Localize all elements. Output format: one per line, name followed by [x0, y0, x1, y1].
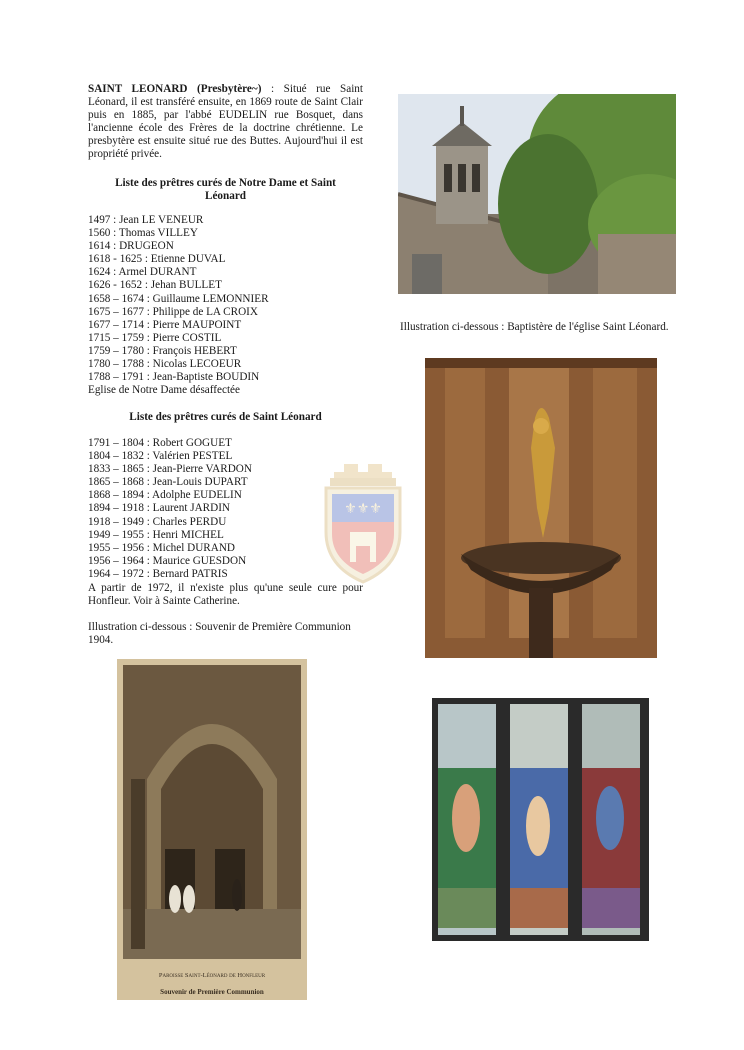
list-item: 1804 – 1832 : Valérien PESTEL — [88, 450, 233, 463]
list-item: 1791 – 1804 : Robert GOGUET — [88, 437, 232, 449]
list-item: 1788 – 1791 : Jean-Baptiste BOUDIN — [88, 371, 260, 384]
photo-church-tower — [398, 94, 676, 294]
list-item: 1833 – 1865 : Jean-Pierre VARDON — [88, 463, 252, 476]
list-item: 1624 : Armel DURANT — [88, 266, 197, 279]
list-item: 1918 – 1949 : Charles PERDU — [88, 515, 227, 528]
list-item: 1955 – 1956 : Michel DURAND — [88, 541, 235, 554]
list1-footer: Eglise de Notre Dame désaffectée — [88, 384, 240, 397]
list-item: 1868 – 1894 : Adolphe EUDELIN — [88, 489, 242, 502]
list-item: 1894 – 1918 : Laurent JARDIN — [88, 502, 231, 515]
list-item: 1780 – 1788 : Nicolas LECOEUR — [88, 358, 242, 371]
list-item: 1677 – 1714 : Pierre MAUPOINT — [88, 318, 242, 331]
list-item: 1956 – 1964 : Maurice GUESDON — [88, 554, 247, 567]
list-item: 1626 - 1652 : Jehan BULLET — [88, 279, 222, 292]
list-item: 1614 : DRUGEON — [88, 240, 174, 253]
list2-note: A partir de 1972, il n'existe plus qu'une seule cure pour Honfleur. Voir à Sainte Catherine. — [88, 582, 363, 608]
svg-text:⚜⚜⚜: ⚜⚜⚜ — [344, 501, 382, 517]
photo-baptistere — [425, 358, 657, 658]
list-item: 1964 – 1972 : Bernard PATRIS — [88, 567, 228, 580]
list-item: 1865 – 1868 : Jean-Louis DUPART — [88, 476, 248, 489]
intro-title: SAINT LEONARD (Presbytère~) — [88, 83, 262, 95]
list-item: 1560 : Thomas VILLEY — [88, 227, 198, 240]
list2-heading: Liste des prêtres curés de Saint Léonard — [129, 411, 322, 423]
list-item: 1949 – 1955 : Henri MICHEL — [88, 528, 224, 541]
photo-postcard-communion — [117, 659, 307, 1000]
photo-stained-glass — [432, 698, 649, 941]
postcard-line1: Paroisse Saint-Léonard de Honfleur — [158, 972, 266, 979]
intro-paragraph — [88, 83, 363, 162]
list-item: 1497 : Jean LE VENEUR — [88, 214, 204, 226]
list1-heading: Liste des prêtres curés de Notre Dame et Saint Léonard — [115, 177, 336, 203]
list-item: 1715 – 1759 : Pierre COSTIL — [88, 331, 222, 344]
coat-of-arms-watermark — [320, 462, 406, 584]
list-item: 1658 – 1674 : Guillaume LEMONNIER — [88, 292, 269, 305]
list-item: 1759 – 1780 : François HEBERT — [88, 344, 237, 357]
postcard-line2: Souvenir de Première Communion — [160, 988, 264, 996]
intro-body: : Situé rue Saint Léonard, il est transféré ensuite, en 1869 route de Saint Clair puis en 1885, par l'abbé EUDELIN rue Bosquet, dans l'ancienne école des Frères de la doctrine chrétienne. Le presbytère est ensuite situé rue des Buttes. Aujourd'hui il est propriété privée. — [88, 83, 364, 161]
list1 — [88, 214, 363, 397]
list-item: 1675 – 1677 : Philippe de LA CROIX — [88, 305, 258, 318]
caption-communion: Illustration ci-dessous : Souvenir de Première Communion 1904. — [88, 621, 351, 647]
caption-baptistere: Illustration ci-dessous : Baptistère de l'église Saint Léonard. — [400, 321, 669, 333]
list-item: 1618 - 1625 : Etienne DUVAL — [88, 253, 226, 266]
